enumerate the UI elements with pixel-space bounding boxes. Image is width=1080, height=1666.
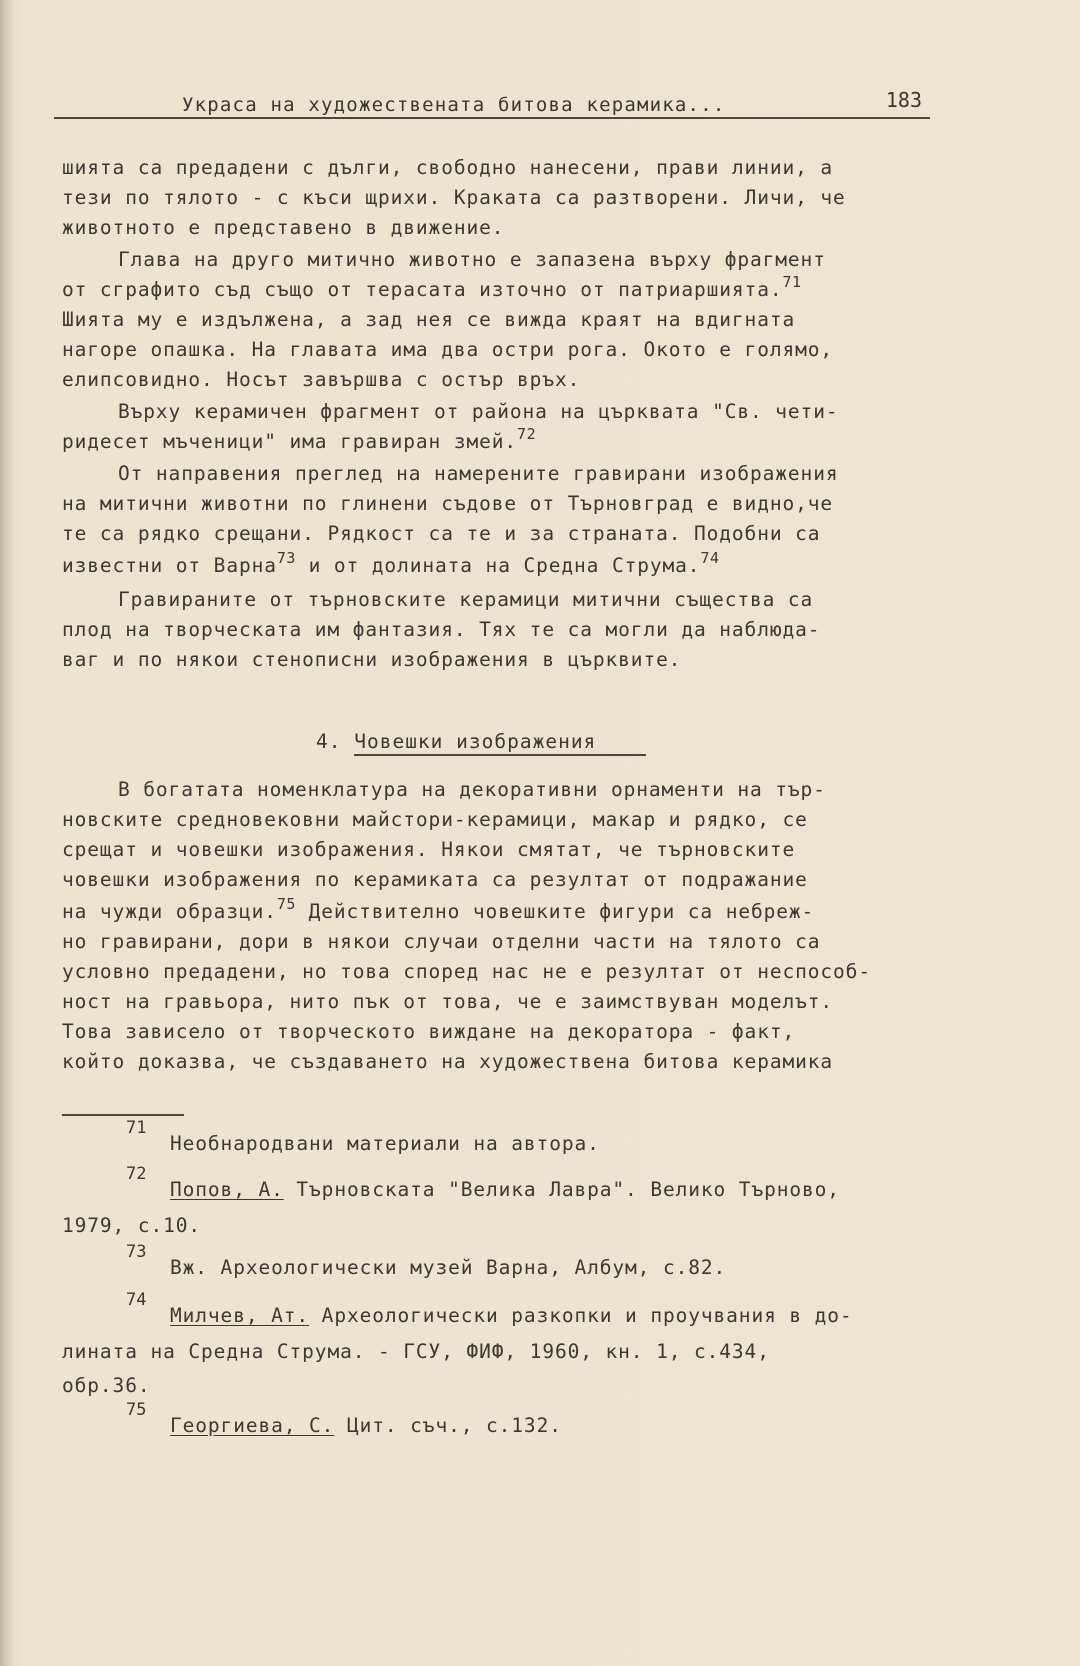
footnote-line [170, 1414, 562, 1438]
footnote-ref[interactable]: 75 [276, 895, 296, 913]
footnote-author: Попов, А. [170, 1178, 284, 1201]
footnote-number: 74 [126, 1290, 147, 1310]
body-line: но гравирани, дори в някои случаи отделни части на тялото са [62, 930, 821, 953]
section-heading [316, 730, 596, 753]
body-text: на чужди образци. [62, 900, 277, 923]
footnote-author: Милчев, Ат. [170, 1304, 310, 1327]
footnote-author: Георгиева, С. [170, 1414, 335, 1437]
footnote-text: Цит. съч., с.132. [334, 1414, 562, 1437]
body-line: елипсовидно. Носът завършва с остър връх. [62, 368, 581, 391]
footnote-text: Археологически разкопки и проучвания в до- [309, 1304, 853, 1327]
footnote-text: Вж. Археологически музей Варна, Албум, с.82. [170, 1256, 727, 1279]
body-line: на митични животни по глинени съдове от Търновград е видно,че [62, 492, 834, 515]
body-line: Върху керамичен фрагмент от района на църквата "Св. чети- [118, 400, 839, 423]
body-line: който доказва, че създаването на художествена битова керамика [62, 1050, 834, 1073]
footnote-separator [62, 1114, 184, 1116]
page-number: 183 [885, 88, 922, 112]
body-line: човешки изображения по керамиката са резултат от подражание [62, 868, 808, 891]
footnote-ref[interactable]: 73 [276, 549, 296, 567]
footnote-number: 71 [126, 1118, 147, 1138]
footnote-number: 75 [126, 1400, 147, 1420]
footnote-line: лината на Средна Струма. - ГСУ, ФИФ, 1960, кн. 1, с.434, [62, 1340, 770, 1363]
body-line: От направения преглед на намерените гравирани изображения [118, 462, 839, 485]
body-line: В богатата номенклатура на декоративни орнаменти на тър- [118, 778, 826, 801]
header-rule [54, 117, 930, 119]
body-line: Това зависело от творческото виждане на декоратора - факт, [62, 1020, 796, 1043]
body-text: Действително човешките фигури са небреж- [295, 900, 815, 923]
body-line: плод на творческата им фантазия. Тях те са могли да наблюда- [62, 618, 821, 641]
body-line: шията са предадени с дълги, свободно нанесени, прави линии, а [62, 156, 834, 179]
body-line: те са рядко срещани. Рядкост са те и за страната. Подобни са [62, 522, 821, 545]
header-title: Украса на художествената битова керамика... [182, 94, 726, 116]
body-line [62, 425, 537, 455]
body-line: Гравираните от търновските керамици митични същества са [118, 588, 814, 611]
section-title: Човешки изображения [354, 730, 597, 753]
footnote-line: 1979, с.10. [62, 1214, 202, 1237]
footnote-text: Търновската "Велика Лавра". Велико Търново, [283, 1178, 840, 1201]
footnote-text: Необнародвани материали на автора. [170, 1132, 600, 1155]
body-line: срещат и човешки изображения. Някои смятат, че търновските [62, 838, 796, 861]
footnote-line [170, 1304, 853, 1328]
section-number: 4. [316, 730, 342, 753]
running-header [54, 88, 930, 118]
body-line: животното е представено в движение. [62, 216, 505, 239]
body-line: тези по тялото - с къси щрихи. Краката са разтворени. Личи, че [62, 186, 846, 209]
body-text: и от долината на Средна Струма. [295, 554, 701, 577]
body-line: нагоре опашка. На главата има два остри рога. Окото е голямо, [62, 338, 834, 361]
footnote-ref[interactable]: 71 [782, 273, 802, 291]
footnote-ref[interactable]: 72 [517, 425, 537, 443]
body-line: новските средновековни майстори-керамици, макар и рядко, се [62, 808, 808, 831]
heading-underline [354, 754, 646, 756]
body-line: условно предадени, но това според нас не е резултат от неспособ- [62, 960, 871, 983]
body-line [62, 549, 720, 579]
body-line: ност на гравьора, нито пък от това, че е заимствуван моделът. [62, 990, 834, 1013]
footnote-ref[interactable]: 74 [700, 549, 720, 567]
footnote-number: 73 [126, 1242, 147, 1262]
footnote-line: обр.36. [62, 1374, 151, 1397]
body-line: Шията му е издължена, а зад нея се вижда краят на вдигната [62, 308, 796, 331]
body-line: Глава на друго митично животно е запазена върху фрагмент [118, 248, 826, 271]
body-text: от сграфито съд също от терасата източно от патриаршията. [62, 278, 783, 301]
body-line: ваг и по някои стенописни изображения в църквите. [62, 648, 682, 671]
body-text: известни от Варна [62, 554, 277, 577]
body-line [62, 273, 802, 303]
body-line [62, 895, 815, 925]
body-text: ридесет мъченици" има гравиран змей. [62, 430, 518, 453]
footnote-number: 72 [126, 1164, 147, 1184]
footnote-line [170, 1178, 840, 1202]
